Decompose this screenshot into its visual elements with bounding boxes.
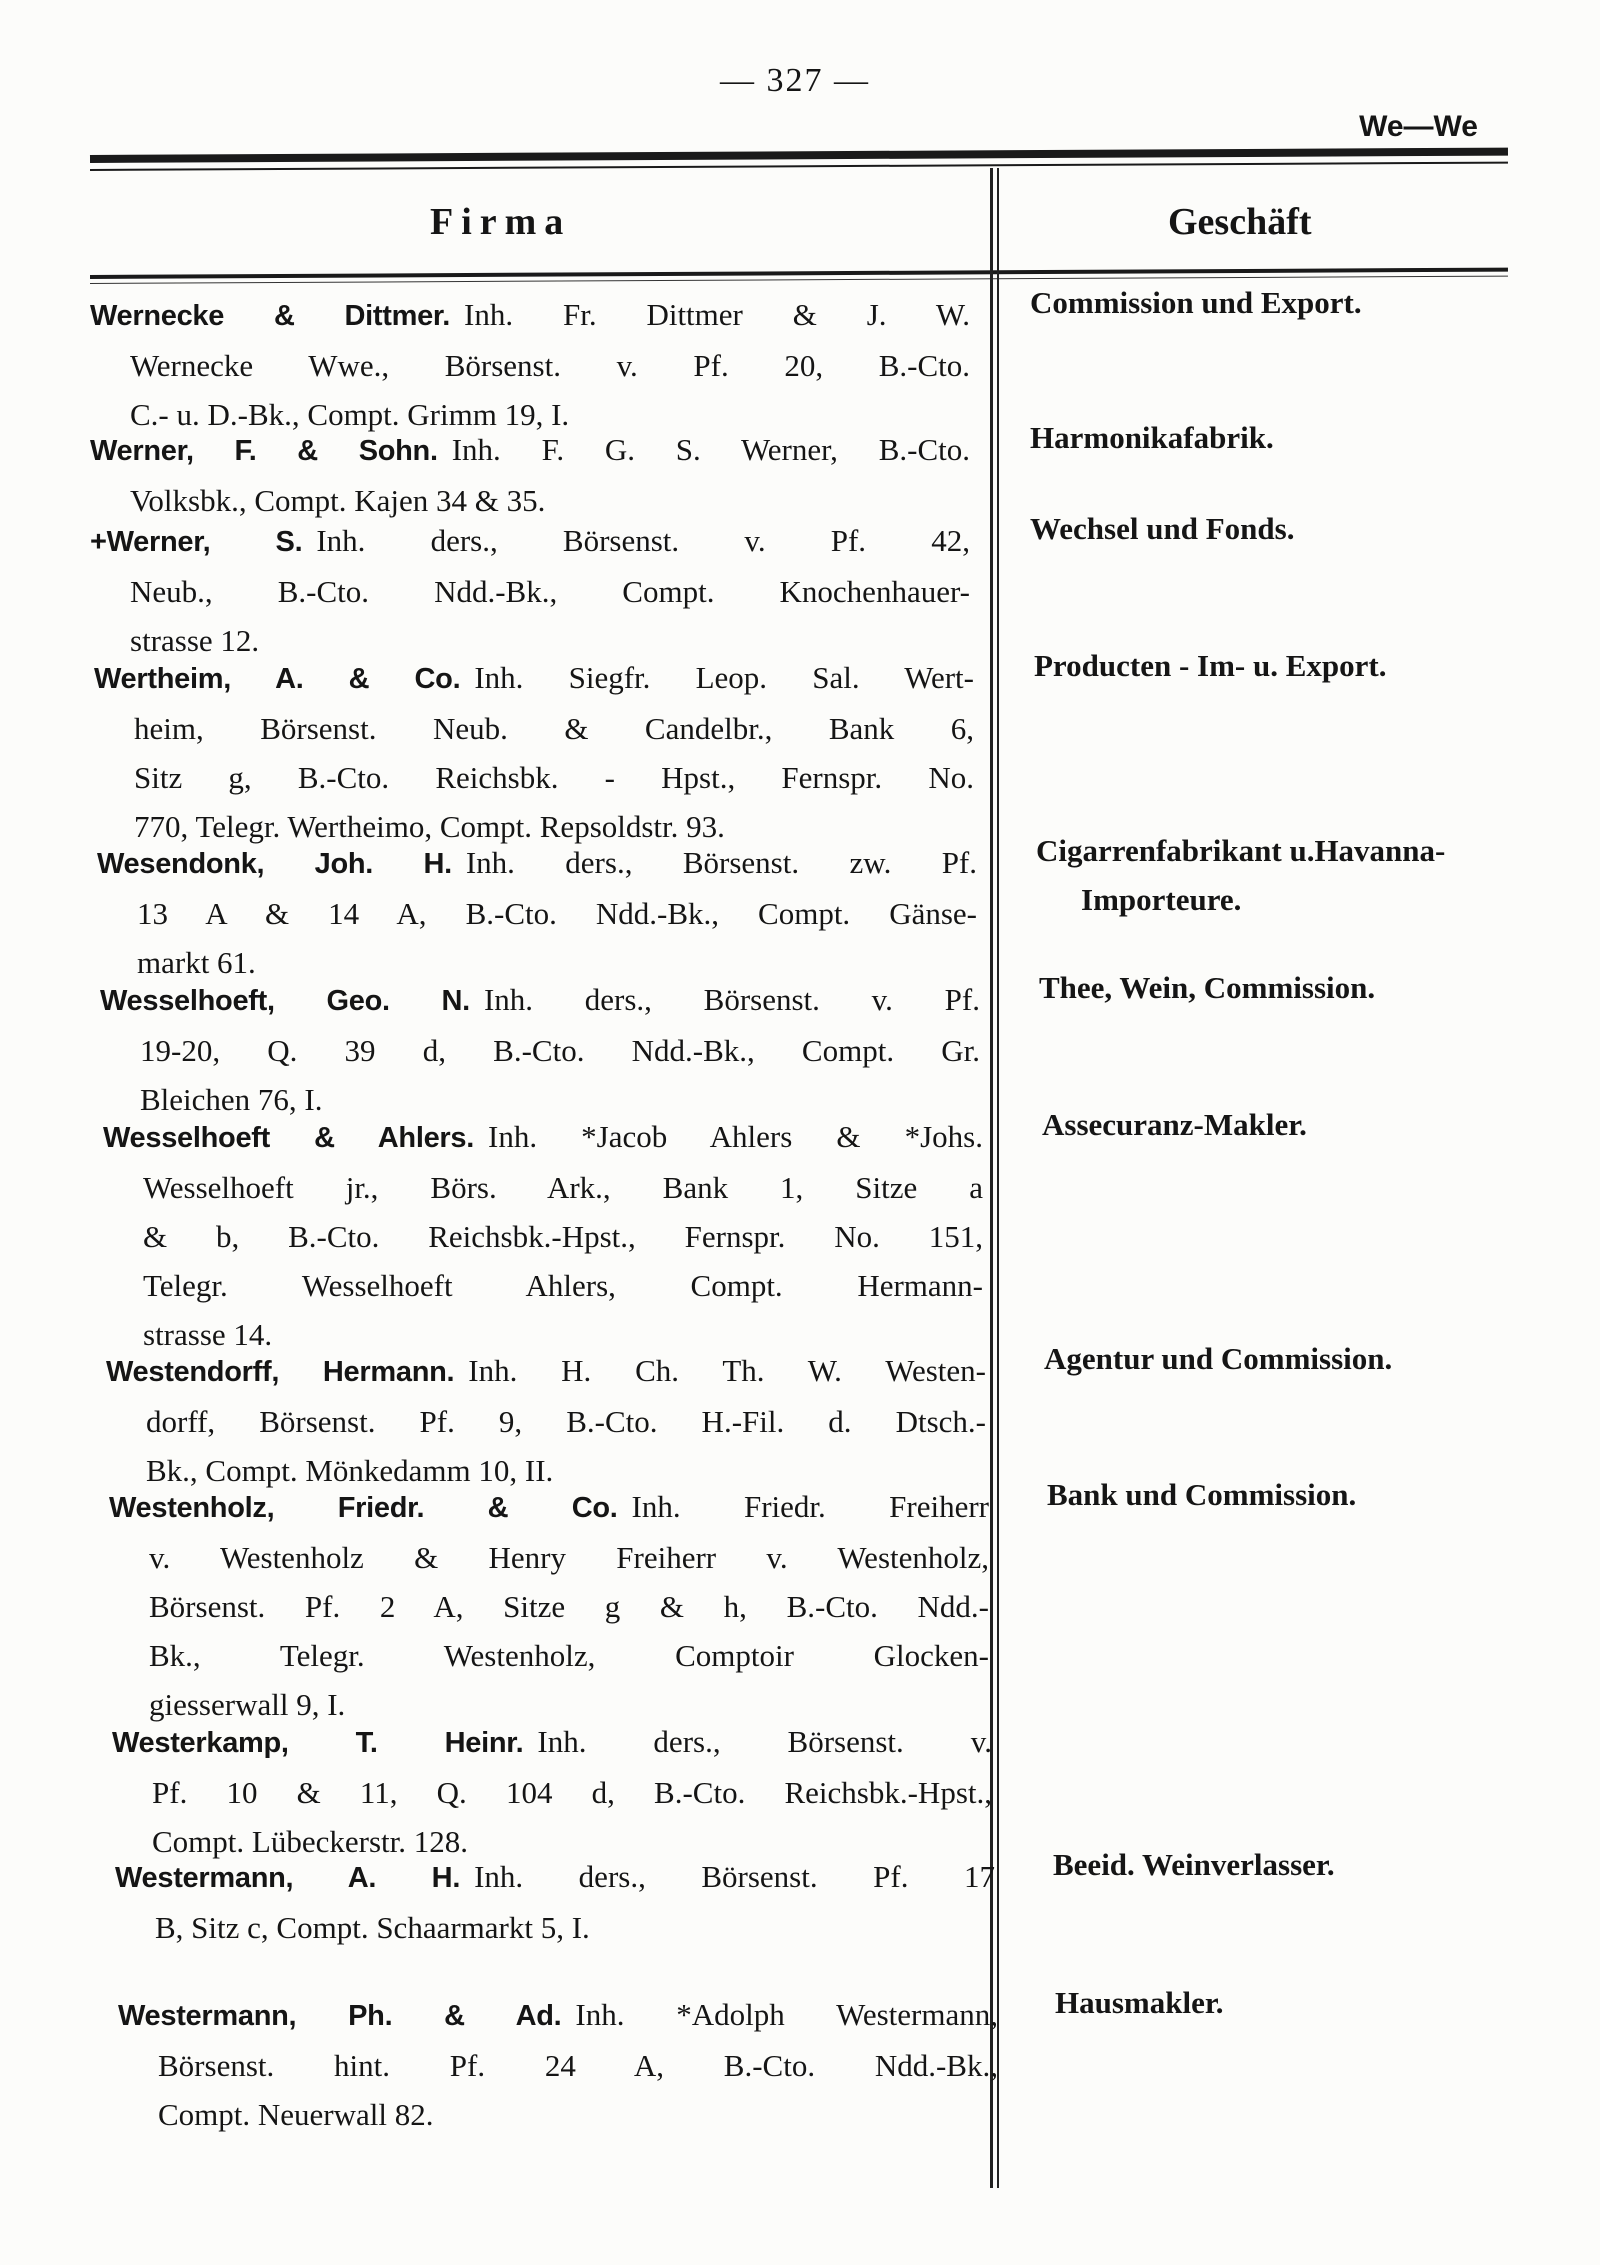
firm-details: Inh. *Adolph Westermann, xyxy=(575,1997,998,2032)
firm-details: v. Westenholz & Henry Freiherr v. Westenholz, xyxy=(149,1540,989,1575)
firm-details: Bk., Compt. Mönkedamm 10, II. xyxy=(146,1453,554,1488)
firm-name: Werner, F. & Sohn. xyxy=(90,435,438,467)
column-header-geschaeft: Geschäft xyxy=(1168,201,1312,243)
firm-entry-line xyxy=(118,2090,998,2139)
firm-entry xyxy=(112,1717,992,1866)
firm-name: Wesselhoeft & Ahlers. xyxy=(103,1122,474,1154)
firm-details: C.- u. D.-Bk., Compt. Grimm 19, I. xyxy=(130,397,570,432)
firm-entry xyxy=(100,975,980,1124)
firm-entry-line xyxy=(94,753,974,802)
top-rule-thin xyxy=(90,162,1508,171)
firm-name: Wesendonk, Joh. H. xyxy=(97,848,452,880)
business-line: Harmonikafabrik. xyxy=(1030,420,1274,455)
firm-name: Wesselhoeft, Geo. N. xyxy=(100,985,470,1017)
firm-details: Inh. ders., Börsenst. v. Pf. xyxy=(483,982,980,1017)
firm-details: Börsenst. Pf. 2 A, Sitze g & h, B.-Cto. Ndd.- xyxy=(149,1589,989,1624)
firm-entry-first-line xyxy=(106,1346,986,1397)
business-line: Commission und Export. xyxy=(1030,285,1362,320)
firm-details: Wernecke Wwe., Börsenst. v. Pf. 20, B.-Cto. xyxy=(130,348,970,383)
firm-details: Börsenst. hint. Pf. 24 A, B.-Cto. Ndd.-Bk., xyxy=(158,2048,998,2083)
firm-entry-first-line xyxy=(103,1112,983,1163)
firm-name: Westerkamp, T. Heinr. xyxy=(112,1727,524,1759)
firm-entry-line xyxy=(103,1261,983,1310)
firm-entry-line xyxy=(115,1903,995,1952)
firm-entry-line xyxy=(90,567,970,616)
firm-details: Compt. Lübeckerstr. 128. xyxy=(152,1824,468,1859)
firm-entry-first-line xyxy=(90,425,970,476)
business-description xyxy=(1047,1470,1567,1519)
firm-entry-line xyxy=(103,1212,983,1261)
firm-details: Volksbk., Compt. Kajen 34 & 35. xyxy=(130,483,546,518)
firm-entry xyxy=(90,290,970,439)
firm-entry-line xyxy=(100,1026,980,1075)
firm-entry-first-line xyxy=(94,653,974,704)
firm-entry-line xyxy=(112,1768,992,1817)
firm-entry xyxy=(103,1112,983,1359)
firm-name: Wertheim, A. & Co. xyxy=(94,663,461,695)
business-description xyxy=(1044,1334,1564,1383)
firm-details: Telegr. Wesselhoeft Ahlers, Compt. Hermann- xyxy=(143,1268,983,1303)
firm-name: Westermann, A. H. xyxy=(115,1862,461,1894)
firm-details: Sitz g, B.-Cto. Reichsbk. - Hpst., Fernspr. No. xyxy=(134,760,974,795)
firm-entry xyxy=(118,1990,998,2139)
firm-name: Westenholz, Friedr. & Co. xyxy=(109,1492,618,1524)
column-separator-thin xyxy=(997,168,999,2188)
firm-details: Inh. ders., Börsenst. zw. Pf. xyxy=(465,845,978,880)
firm-entry xyxy=(106,1346,986,1495)
top-rule xyxy=(90,148,1508,163)
business-line: Producten - Im- u. Export. xyxy=(1034,648,1387,683)
firm-entry-line xyxy=(94,704,974,753)
firm-entry xyxy=(115,1852,995,1952)
firm-entry xyxy=(97,838,977,987)
firm-details: Inh. ders., Börsenst. Pf. 17 xyxy=(474,1859,995,1894)
business-description xyxy=(1030,504,1550,553)
firm-entry-line xyxy=(106,1397,986,1446)
page-number: — 327 — xyxy=(720,62,870,99)
business-description xyxy=(1036,826,1556,924)
firm-entry-line xyxy=(118,2041,998,2090)
firm-entry-line xyxy=(109,1533,989,1582)
firm-details: Inh. Friedr. Freiherr xyxy=(631,1489,989,1524)
firm-entry-first-line xyxy=(115,1852,995,1903)
firm-name: Westendorff, Hermann. xyxy=(106,1356,455,1388)
firm-name: Westermann, Ph. & Ad. xyxy=(118,2000,562,2032)
firm-details: Inh. F. G. S. Werner, B.-Cto. xyxy=(451,432,970,467)
business-line: Beeid. Weinverlasser. xyxy=(1053,1847,1335,1882)
alphabet-range: We—We xyxy=(1359,110,1478,143)
firm-details: Wesselhoeft jr., Börs. Ark., Bank 1, Sitze a xyxy=(143,1170,983,1205)
firm-details: strasse 12. xyxy=(130,623,260,658)
firm-entry-first-line xyxy=(90,516,970,567)
business-description xyxy=(1039,963,1559,1012)
firm-entry xyxy=(94,653,974,851)
firm-details: Bleichen 76, I. xyxy=(140,1082,323,1117)
firm-entry-line xyxy=(97,889,977,938)
firm-details: Inh. H. Ch. Th. W. Westen- xyxy=(468,1353,986,1388)
business-line: Assecuranz-Makler. xyxy=(1042,1107,1307,1142)
firm-details: Inh. *Jacob Ahlers & *Johs. xyxy=(488,1119,983,1154)
firm-details: Compt. Neuerwall 82. xyxy=(158,2097,434,2132)
firm-entry-first-line xyxy=(97,838,977,889)
business-line: Agentur und Commission. xyxy=(1044,1341,1393,1376)
firm-details: strasse 14. xyxy=(143,1317,273,1352)
firm-name: +Werner, S. xyxy=(90,526,303,558)
firm-details: Pf. 10 & 11, Q. 104 d, B.-Cto. Reichsbk.-Hpst., xyxy=(152,1775,992,1810)
firm-details: Inh. Fr. Dittmer & J. W. xyxy=(464,297,970,332)
business-line: Cigarrenfabrikant u.Havanna- xyxy=(1036,833,1446,868)
firm-details: B, Sitz c, Compt. Schaarmarkt 5, I. xyxy=(155,1910,590,1945)
firm-name: Wernecke & Dittmer. xyxy=(90,300,451,332)
column-header-firma: Firma xyxy=(430,201,572,243)
firm-entry xyxy=(90,425,970,525)
firm-entry-line xyxy=(109,1582,989,1631)
business-description xyxy=(1042,1100,1562,1149)
business-description xyxy=(1055,1978,1575,2027)
firm-details: 13 A & 14 A, B.-Cto. Ndd.-Bk., Compt. Gänse- xyxy=(137,896,977,931)
firm-entry-first-line xyxy=(118,1990,998,2041)
firm-details: Inh. ders., Börsenst. v. xyxy=(537,1724,992,1759)
business-description xyxy=(1030,278,1550,327)
business-description xyxy=(1034,641,1554,690)
business-line: Importeure. xyxy=(1081,882,1242,917)
firm-entry-line xyxy=(103,1163,983,1212)
firm-details: Neub., B.-Cto. Ndd.-Bk., Compt. Knochenhauer- xyxy=(130,574,970,609)
business-description xyxy=(1053,1840,1573,1889)
firm-details: markt 61. xyxy=(137,945,256,980)
firm-details: Inh. Siegfr. Leop. Sal. Wert- xyxy=(474,660,974,695)
firm-entry-first-line xyxy=(112,1717,992,1768)
firm-details: & b, B.-Cto. Reichsbk.-Hpst., Fernspr. No. 151, xyxy=(143,1219,983,1254)
business-line: Bank und Commission. xyxy=(1047,1477,1357,1512)
business-line: Thee, Wein, Commission. xyxy=(1039,970,1376,1005)
firm-entry-line xyxy=(90,341,970,390)
firm-details: 19-20, Q. 39 d, B.-Cto. Ndd.-Bk., Compt. Gr. xyxy=(140,1033,980,1068)
firm-details: Bk., Telegr. Westenholz, Comptoir Glocken- xyxy=(149,1638,989,1673)
firm-details: 770, Telegr. Wertheimo, Compt. Repsoldstr. 93. xyxy=(134,809,725,844)
firm-entry-first-line xyxy=(109,1482,989,1533)
business-line: Hausmakler. xyxy=(1055,1985,1224,2020)
firm-details: giesserwall 9, I. xyxy=(149,1687,346,1722)
firm-entry-line xyxy=(109,1631,989,1680)
firm-details: dorff, Börsenst. Pf. 9, B.-Cto. H.-Fil. d. Dtsch.- xyxy=(146,1404,986,1439)
business-line: Wechsel und Fonds. xyxy=(1030,511,1295,546)
firm-entry xyxy=(109,1482,989,1729)
firm-entry-first-line xyxy=(100,975,980,1026)
firm-details: heim, Börsenst. Neub. & Candelbr., Bank 6, xyxy=(134,711,974,746)
firm-entry xyxy=(90,516,970,665)
firm-entry-first-line xyxy=(90,290,970,341)
business-description xyxy=(1030,413,1550,462)
firm-details: Inh. ders., Börsenst. v. Pf. 42, xyxy=(316,523,970,558)
